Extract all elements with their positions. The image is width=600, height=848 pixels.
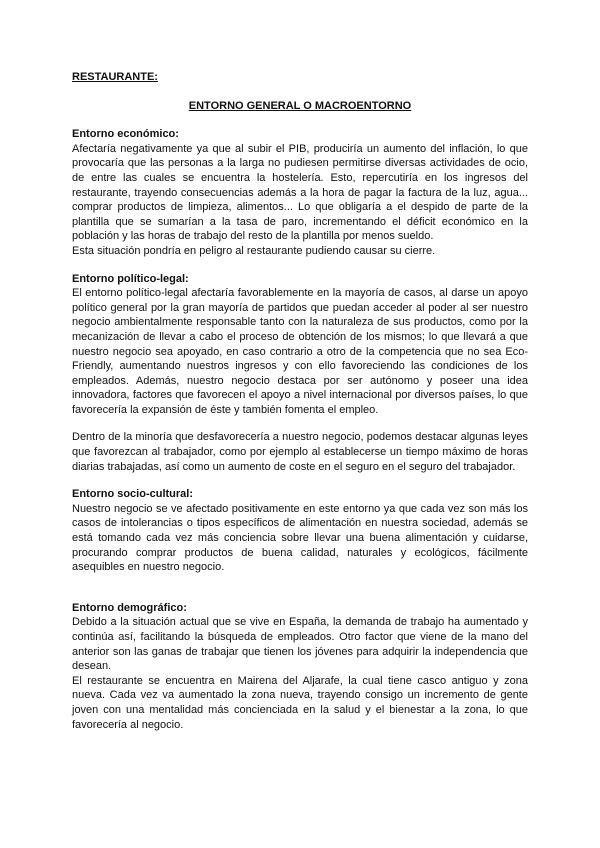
section-economico — [72, 127, 528, 258]
paragraph-economico-1: Afectaría negativamente ya que al subir el PIB, produciría un aumento del inflación, lo que provocaría que las personas a la larga no pudiesen permitirse diversas actividades de ocio, de entre las cuales se encuentra la hostelería. Esto, repercutiría en los ingresos del restaurante, trayendo consecuencias además a la hora de pagar la factura de la luz, agua... comprar productos de limpieza, alimentos... Lo que obligaría a el despido de parte de la plantilla que se sumarían a la tasa de paro, incrementando el déficit económico en la población y las horas de trabajo del resto de la plantilla por menos sueldo. — [72, 142, 528, 243]
section-heading-economico: Entorno económico: — [72, 128, 179, 141]
section-heading-socio-cultural: Entorno socio-cultural: — [72, 488, 193, 501]
paragraph-socio-cultural-1: Nuestro negocio se ve afectado positivamente en este entorno ya que cada vez son más los casos de intolerancias o tipos específicos de alimentación en nuestra sociedad, además se está tomando cada vez más conciencia sobre llevar una buena alimentación y cuidarse, procurando comprar productos de buena calidad, naturales y ecológicos, fácilmente asequibles en nuestro negocio. — [72, 502, 528, 574]
section-heading-demografico: Entorno demográfico: — [72, 601, 187, 614]
section-socio-cultural — [72, 487, 528, 575]
paragraph-demografico-1: Debido a la situación actual que se vive en España, la demanda de trabajo ha aumentado y continúa así, facilitando la búsqueda de empleados. Otro factor que viene de la mano del anterior son las ganas de trabajar que tienen los jóvenes para adquirir la independencia que desean. — [72, 616, 528, 673]
section-title: ENTORNO GENERAL O MACROENTORNO — [188, 99, 412, 112]
document-title: RESTAURANTE: — [72, 71, 158, 83]
paragraph-spacer — [72, 417, 528, 430]
section-spacer — [72, 588, 528, 601]
paragraph-economico-2: Esta situación pondría en peligro al restaurante pudiendo causar su cierre. — [72, 244, 436, 257]
paragraph-politico-legal-1: El entorno político-legal afectaría favorablemente en la mayoría de casos, al darse un apoyo político general por la gran mayoría de partidos que puedan acceder al poder al ser nuestro negocio ambientalmente responsable tanto con la naturaleza de sus productos, como por la mecanización de llevar a cabo el proceso de obtención de los mismos; lo que llevará a que nuestro negocio sea apoyado, en caso contrario a otro de la competencia que no sea Eco-Friendly, aumentando nuestros ingresos y con ello favoreciendo las condiciones de los empleados. Además, nuestro negocio destaca por ser autónomo y poseer una idea innovadora, factores que favorecen el apoyo a nivel internacional por diversos países, lo que favorecería la expansión de éste y también fomenta el empleo. — [72, 287, 528, 416]
section-politico-legal — [72, 272, 528, 475]
section-demografico — [72, 601, 528, 732]
paragraph-demografico-2: El restaurante se encuentra en Mairena del Aljarafe, la cual tiene casco antiguo y zona nueva. Cada vez va aumentado la zona nueva, trayendo consigo un incremento de gente joven con una mentalidad más concienciada en la salud y el bienestar a la zona, lo que favorecería al negocio. — [72, 674, 528, 731]
paragraph-politico-legal-2: Dentro de la minoría que desfavorecería a nuestro negocio, podemos destacar algunas leyes que favorezcan al trabajador, como por ejemplo al establecerse un tiempo máximo de horas diarias trabajadas, así como un aumento de coste en el seguro en el seguro del trabajador. — [72, 431, 528, 473]
section-heading-politico-legal: Entorno político-legal: — [72, 272, 189, 285]
